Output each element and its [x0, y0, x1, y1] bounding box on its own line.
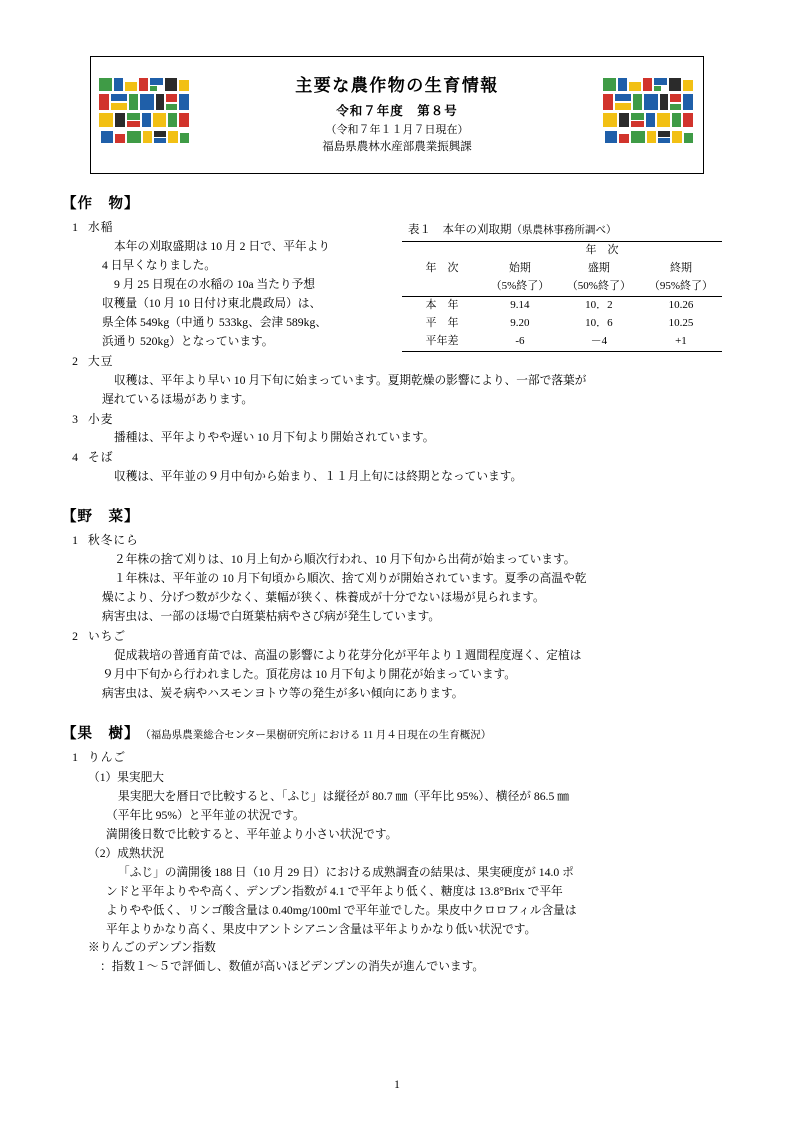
table-row	[402, 242, 722, 260]
table-caption	[402, 221, 732, 237]
list-item	[62, 532, 732, 627]
header-text-block	[199, 75, 595, 155]
crop-item-body	[62, 238, 392, 352]
item-number: 1	[72, 534, 78, 548]
section-heading-crops: 【作 物】	[62, 196, 140, 212]
issuing-organization: 福島県農林水産部農業振興課	[322, 140, 472, 153]
list-item	[62, 449, 732, 487]
issue-number: 令和７年度 第８号	[336, 103, 458, 118]
fruit-subsection-body	[62, 864, 732, 940]
table-col-subheader: （50%終了）	[558, 278, 640, 296]
fruit-subsection-label: （2）成熟状況	[88, 846, 164, 860]
table-cell: －4	[558, 333, 640, 351]
item-number: 1	[72, 221, 78, 234]
section-heading-fruit	[62, 722, 732, 743]
table-col-subheader: （95%終了）	[640, 278, 722, 296]
crop-item-body	[62, 468, 732, 487]
list-item	[62, 749, 732, 768]
paragraph-line: ンドと平年よりやや高く、デンプン指数が 4.1 で平年より低く、糖度は 13.8°Brix で平年	[106, 884, 563, 898]
table-cell: 9.14	[510, 298, 530, 311]
item-number: 4	[72, 451, 78, 465]
table-row-header: 平 年	[425, 316, 459, 329]
document-header	[90, 56, 704, 174]
paragraph-line: 本年の刈取盛期は 10 月 2 日で、平年より	[114, 239, 330, 253]
table-col-header: 盛期	[587, 261, 610, 274]
crops-two-column	[62, 219, 732, 353]
table-cell: 9.20	[510, 316, 530, 329]
item-number: 1	[72, 750, 78, 764]
section-heading-fruit-note: （福島県農業総合センター果樹研究所における 11 月４日現在の生育概況）	[145, 729, 492, 741]
table-group-header: 年 次	[482, 242, 722, 260]
table-cell: 10.25	[668, 316, 694, 329]
paragraph-line: 収穫量（10 月 10 日付け東北農政局）は、	[102, 296, 322, 310]
item-label: 秋冬にら	[88, 534, 139, 548]
table-row	[402, 333, 722, 351]
paragraph-line: 果実肥大を暦日で比較すると、「ふじ」は縦径が 80.7 ㎜（平年比 95%）、横径が 86.5 ㎜	[118, 789, 569, 803]
issue-date: （令和７年１１月７日現在）	[325, 123, 469, 136]
list-item	[62, 219, 392, 352]
paragraph-line: 9 月 25 日現在の水稲の 10a 当たり予想	[114, 277, 315, 291]
fruit-subsection-label: （1）果実肥大	[88, 770, 164, 784]
item-label: 大豆	[88, 354, 114, 368]
table-row	[402, 278, 722, 296]
table-row-header: 本 年	[425, 298, 459, 311]
table-col-header: 終期	[669, 261, 692, 274]
fruit-footnote-title: ※りんごのデンプン指数	[88, 941, 216, 955]
item-number: 3	[72, 412, 78, 426]
paragraph-line: ９月中下旬から行われました。頂花房は 10 月下旬より開花が始まっています。	[102, 668, 516, 682]
page-number: 1	[394, 1079, 400, 1091]
table-row-header: 平年差	[402, 333, 482, 351]
table-cell: 10．6	[585, 316, 613, 329]
paragraph-line: 満開後日数で比較すると、平年並より小さい状況です。	[106, 827, 398, 841]
table-caption-sub: （県農林事務所調べ）	[511, 225, 617, 236]
section-heading-vegetables: 【野 菜】	[62, 509, 140, 526]
fruit-item-title	[62, 749, 732, 768]
table-row	[402, 296, 722, 314]
paragraph-line: ２年株の捨て刈りは、10 月上旬から順次行われ、10 月下旬から出荷が始まっています。	[114, 553, 576, 567]
item-number: 2	[72, 354, 78, 368]
item-label: そば	[88, 451, 114, 465]
list-item	[62, 628, 732, 704]
table-row	[402, 260, 722, 278]
item-label: 水稲	[88, 221, 114, 234]
paragraph-line: 浜通り 520kg）となっています。	[102, 334, 274, 348]
paragraph-line: （平年比 95%）と平年並の状況です。	[106, 808, 305, 822]
paragraph-line: 県全体 549kg（中通り 533kg、会津 589kg、	[102, 315, 327, 329]
item-label: りんご	[88, 750, 127, 764]
paragraph-line: 燥により、分げつ数が少なく、葉幅が狭く、株養成が十分でないほ場が見られます。	[102, 591, 545, 605]
paragraph-line: 病害虫は、炭そ病やハスモンヨトウ等の発生が多い傾向にあります。	[102, 686, 464, 700]
paragraph-line: 病害虫は、一部のほ場で白斑葉枯病やさび病が発生しています。	[102, 610, 441, 624]
vegetable-item-title	[62, 628, 732, 647]
table-cell-empty	[402, 242, 482, 260]
harvest-period-table	[402, 241, 722, 352]
vegetable-item-body	[62, 647, 732, 704]
vegetable-item-body	[62, 551, 732, 627]
list-item	[62, 411, 732, 449]
table-cell-empty	[402, 278, 482, 296]
table-row	[402, 315, 722, 333]
logo-left	[91, 76, 199, 154]
list-item	[62, 353, 732, 410]
logo-right	[595, 76, 703, 154]
table-cell: +1	[640, 333, 722, 351]
item-number: 2	[72, 630, 78, 644]
crops-left-column	[62, 219, 392, 353]
paragraph-line: 促成栽培の普通育苗では、高温の影響により花芽分化が平年より１週間程度遅く、定植は	[114, 649, 582, 663]
crop-item-title	[62, 411, 732, 430]
paragraph-line: 収穫は、平年並の９月中旬から始まり、１１月上旬には終期となっています。	[114, 470, 523, 484]
paragraph-line: 収穫は、平年より早い 10 月下旬に始まっています。夏期乾燥の影響により、一部で落葉が	[114, 373, 587, 387]
crop-item-title	[62, 219, 392, 238]
table-col-subheader: （5%終了）	[482, 278, 558, 296]
item-label: いちご	[88, 630, 127, 644]
table-cell: 10.26	[668, 298, 694, 311]
table-cell: 10．2	[585, 298, 613, 311]
table-col-header: 年 次	[425, 261, 459, 274]
crops-right-column	[392, 219, 732, 352]
fruit-subsection-body	[62, 788, 732, 845]
table-cell: -6	[482, 333, 558, 351]
table-col-header: 始期	[508, 261, 531, 274]
crop-item-body	[62, 429, 732, 448]
fruit-footnote-text: ：指数１～５で評価し、数値が高いほどデンプンの消失が進んでいます。	[100, 960, 485, 974]
crop-item-title	[62, 449, 732, 468]
paragraph-line: 平年よりかなり高く、果皮中アントシアニン含量は平年よりかなり低い状況です。	[106, 922, 537, 936]
paragraph-line: 播種は、平年よりやや遅い 10 月下旬より開始されています。	[114, 431, 435, 445]
table-caption-main: 表１ 本年の刈取期	[408, 224, 512, 236]
paragraph-line: 4 日早くなりました。	[102, 258, 216, 272]
paragraph-line: よりやや低く、リンゴ酸含量は 0.40mg/100ml で平年並でした。果皮中クロロフィル含量は	[106, 903, 577, 917]
paragraph-line: １年株は、平年並の 10 月下旬頃から順次、捨て刈りが開始されています。夏季の高温や乾	[114, 572, 587, 586]
paragraph-line: 「ふじ」の満開後 188 日（10 月 29 日）における成熟調査の結果は、果実硬度が 14.0 ポ	[118, 865, 574, 879]
page-title: 主要な農作物の生育情報	[295, 75, 499, 95]
crop-item-title	[62, 353, 732, 372]
item-label: 小麦	[88, 412, 114, 426]
paragraph-line: 遅れているほ場があります。	[102, 392, 254, 406]
vegetable-item-title	[62, 532, 732, 551]
crop-item-body	[62, 372, 732, 410]
section-heading-fruit-label: 【果 樹】	[62, 725, 140, 742]
